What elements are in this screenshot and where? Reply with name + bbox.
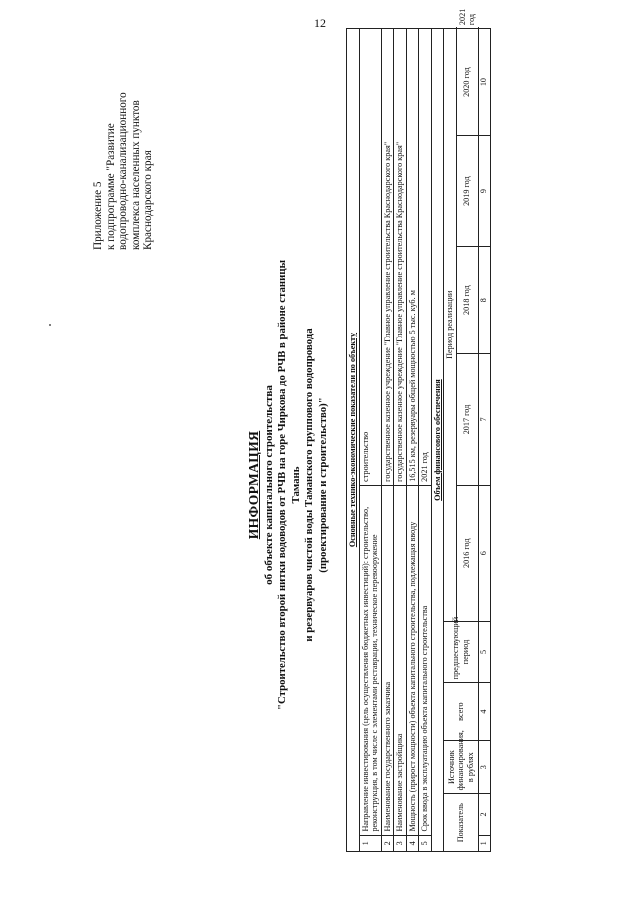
appendix-line: Краснодарского края xyxy=(142,150,155,250)
appendix-note xyxy=(92,30,155,250)
table-row xyxy=(394,29,407,852)
header-period: Период реализации xyxy=(444,29,457,622)
title-main: ИНФОРМАЦИЯ xyxy=(246,430,261,540)
row-number: 3 xyxy=(394,835,407,851)
info-table xyxy=(346,8,491,852)
row-label: Наименование государственного заказчика xyxy=(381,485,394,835)
header-year: 2016 год xyxy=(456,485,478,621)
header-year: 2018 год xyxy=(456,247,478,354)
column-number: 7 xyxy=(478,354,490,486)
section-header-row xyxy=(347,29,360,852)
header-total: всего xyxy=(444,683,479,741)
header-source: Источник финансирования, в рублях xyxy=(444,740,479,793)
row-label: Наименование застройщика xyxy=(394,485,407,835)
section-header-row xyxy=(431,29,444,852)
column-number: 9 xyxy=(478,136,490,247)
row-value: государственное казенное учреждение "Главное управление строительства Краснодарского края" xyxy=(394,29,407,486)
row-label: Мощность (прирост мощности) объекта капитального строительства, подлежащая вводу xyxy=(406,485,419,835)
section-title: Основные технико-экономические показатели по объекту xyxy=(347,29,360,852)
row-label: Срок ввода в эксплуатацию объекта капитального строительства xyxy=(419,485,432,835)
row-number: 5 xyxy=(419,835,432,851)
column-number: 5 xyxy=(478,621,490,683)
project-name-line: (проектирование и строительство)" xyxy=(316,397,329,573)
section-title: Объем финансового обеспечения xyxy=(431,29,444,852)
appendix-line: Приложение 5 xyxy=(92,181,104,250)
column-number: 4 xyxy=(478,683,490,741)
header-year: 2017 год xyxy=(456,354,478,486)
appendix-line: комплекса населенных пунктов xyxy=(129,100,142,250)
appendix-line: водопроводно-канализационного xyxy=(117,92,130,250)
row-value: 16,515 км, резервуары общей мощностью 5 тыс. куб. м xyxy=(406,29,419,486)
row-number: 2 xyxy=(381,835,394,851)
table-row xyxy=(381,29,394,852)
row-number: 4 xyxy=(406,835,419,851)
row-value: 2021 год xyxy=(419,29,432,486)
project-name-line: "Строительство второй нитки водоводов от РЧВ на горе Чиркова до РЧВ в районе станицы Тамань xyxy=(276,259,302,711)
title-subtitle: об объекте капитального строительства xyxy=(263,385,275,585)
column-number-row xyxy=(478,29,490,852)
row-number: 1 xyxy=(359,835,381,851)
row-value: строительство xyxy=(359,29,381,486)
column-number: 8 xyxy=(478,247,490,354)
appendix-line: к подпрограмме "Развитие xyxy=(104,123,117,250)
header-year: 2019 год xyxy=(456,136,478,247)
header-indicator: Показатель xyxy=(444,794,479,852)
column-number: 3 xyxy=(478,740,490,793)
column-number: 6 xyxy=(478,485,490,621)
table-row xyxy=(419,29,432,852)
table-row xyxy=(406,29,419,852)
column-number: 10 xyxy=(478,29,490,136)
rotated-sheet xyxy=(20,8,620,880)
row-value: государственное казенное учреждение "Главное управление строительства Краснодарского края" xyxy=(381,29,394,486)
document-title xyxy=(246,250,330,720)
header-year: 2020 год xyxy=(456,29,478,136)
row-label: Направление инвестирования (цель осуществления бюджетных инвестиций): строительство, реконструкция, в том числе с элементами реставрации, техническое перевооружение xyxy=(359,485,381,835)
page-number: 12 xyxy=(314,16,326,30)
table-row xyxy=(359,29,381,852)
header-previous-period: предшествующий период xyxy=(444,621,479,683)
column-number: 2 xyxy=(478,794,490,835)
project-name xyxy=(276,250,330,720)
column-number: 1 xyxy=(478,835,490,851)
header-row xyxy=(444,29,457,852)
project-name-line: и резервуаров чистой воды Таманского группового водопровода xyxy=(303,328,315,642)
